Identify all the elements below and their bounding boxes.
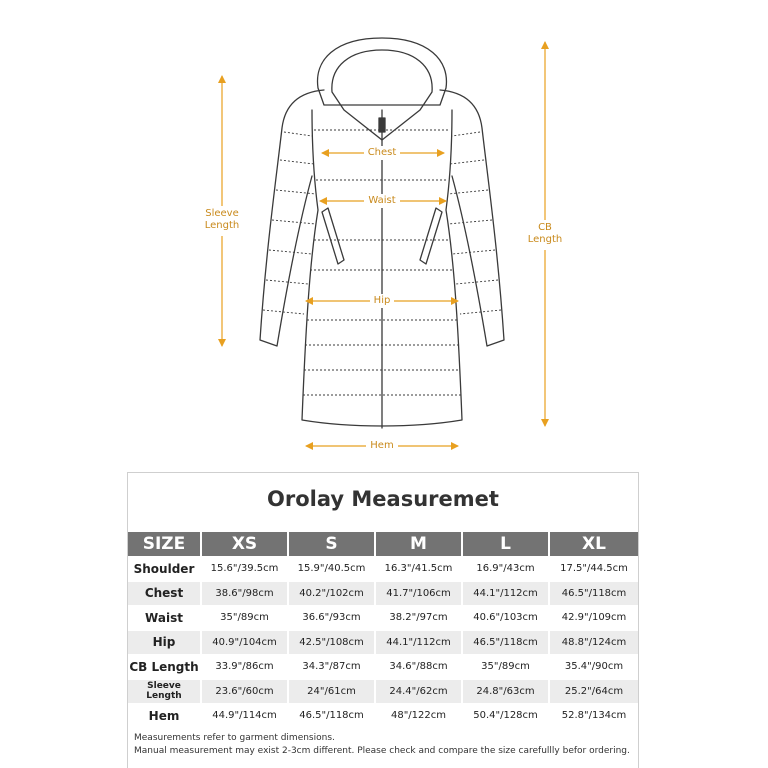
table-cell: 42.9"/109cm [550, 605, 638, 630]
table-row [128, 654, 638, 679]
header-xl: XL [550, 532, 638, 556]
size-chart-table [128, 532, 638, 728]
header-size: SIZE [128, 532, 202, 556]
chest-label: Chest [367, 147, 397, 158]
table-cell: 24.4"/62cm [376, 679, 463, 704]
note-line-1: Measurements refer to garment dimensions. [134, 733, 335, 743]
table-cell: 44.1"/112cm [463, 581, 550, 606]
table-cell: 48.8"/124cm [550, 630, 638, 655]
table-cell: 34.6"/88cm [376, 654, 463, 679]
table-cell: 46.5"/118cm [289, 703, 376, 728]
table-cell: 46.5"/118cm [550, 581, 638, 606]
table-row [128, 605, 638, 630]
table-cell: 35"/89cm [463, 654, 550, 679]
table-row [128, 556, 638, 581]
right-sleeve [440, 90, 504, 346]
hood-outline [318, 38, 447, 105]
right-pocket [420, 208, 442, 264]
table-cell: 24.8"/63cm [463, 679, 550, 704]
table-cell: 40.6"/103cm [463, 605, 550, 630]
table-cell: 38.6"/98cm [202, 581, 289, 606]
table-cell: 44.1"/112cm [376, 630, 463, 655]
table-cell: 15.9"/40.5cm [289, 556, 376, 581]
table-cell: 16.3"/41.5cm [376, 556, 463, 581]
row-label: CB Length [128, 654, 202, 679]
left-sleeve [260, 90, 324, 346]
table-cell: 15.6"/39.5cm [202, 556, 289, 581]
table-cell: 33.9"/86cm [202, 654, 289, 679]
table-row [128, 630, 638, 655]
table-cell: 25.2"/64cm [550, 679, 638, 704]
hem-label: Hem [370, 440, 394, 451]
table-cell: 52.8"/134cm [550, 703, 638, 728]
waist-label: Waist [368, 195, 396, 206]
table-cell: 40.9"/104cm [202, 630, 289, 655]
sleeve-label-line2: Length [204, 220, 240, 231]
size-chart-panel [127, 472, 639, 768]
table-cell: 35"/89cm [202, 605, 289, 630]
table-cell: 44.9"/114cm [202, 703, 289, 728]
table-cell: 41.7"/106cm [376, 581, 463, 606]
table-cell: 50.4"/128cm [463, 703, 550, 728]
table-row [128, 703, 638, 728]
sleeve-label-line1: Sleeve [205, 208, 239, 219]
sleeve-length-label [196, 208, 248, 232]
table-cell: 46.5"/118cm [463, 630, 550, 655]
table-cell: 16.9"/43cm [463, 556, 550, 581]
table-cell: 24"/61cm [289, 679, 376, 704]
table-row [128, 679, 638, 704]
table-cell: 35.4"/90cm [550, 654, 638, 679]
row-label: Chest [128, 581, 202, 606]
left-pocket [322, 208, 344, 264]
table-cell: 42.5"/108cm [289, 630, 376, 655]
header-m: M [376, 532, 463, 556]
table-cell: 40.2"/102cm [289, 581, 376, 606]
cb-label-line1: CB [538, 222, 552, 233]
row-label: Hem [128, 703, 202, 728]
table-cell: 34.3"/87cm [289, 654, 376, 679]
cb-label-line2: Length [527, 234, 563, 245]
row-label: Waist [128, 605, 202, 630]
note-line-2: Manual measurement may exist 2-3cm different. Please check and compare the size carefullly befor ordering. [134, 746, 630, 756]
cb-length-label [520, 222, 570, 246]
size-header-row [128, 532, 638, 556]
hip-label: Hip [373, 295, 391, 306]
row-label: Shoulder [128, 556, 202, 581]
table-cell: 48"/122cm [376, 703, 463, 728]
row-label: Sleeve Length [128, 679, 202, 704]
table-row [128, 581, 638, 606]
table-cell: 17.5"/44.5cm [550, 556, 638, 581]
header-s: S [289, 532, 376, 556]
table-cell: 38.2"/97cm [376, 605, 463, 630]
header-l: L [463, 532, 550, 556]
size-chart-title: Orolay Measuremet [267, 487, 499, 511]
header-xs: XS [202, 532, 289, 556]
measurement-notes [134, 732, 630, 758]
table-cell: 23.6"/60cm [202, 679, 289, 704]
row-label: Hip [128, 630, 202, 655]
table-cell: 36.6"/93cm [289, 605, 376, 630]
